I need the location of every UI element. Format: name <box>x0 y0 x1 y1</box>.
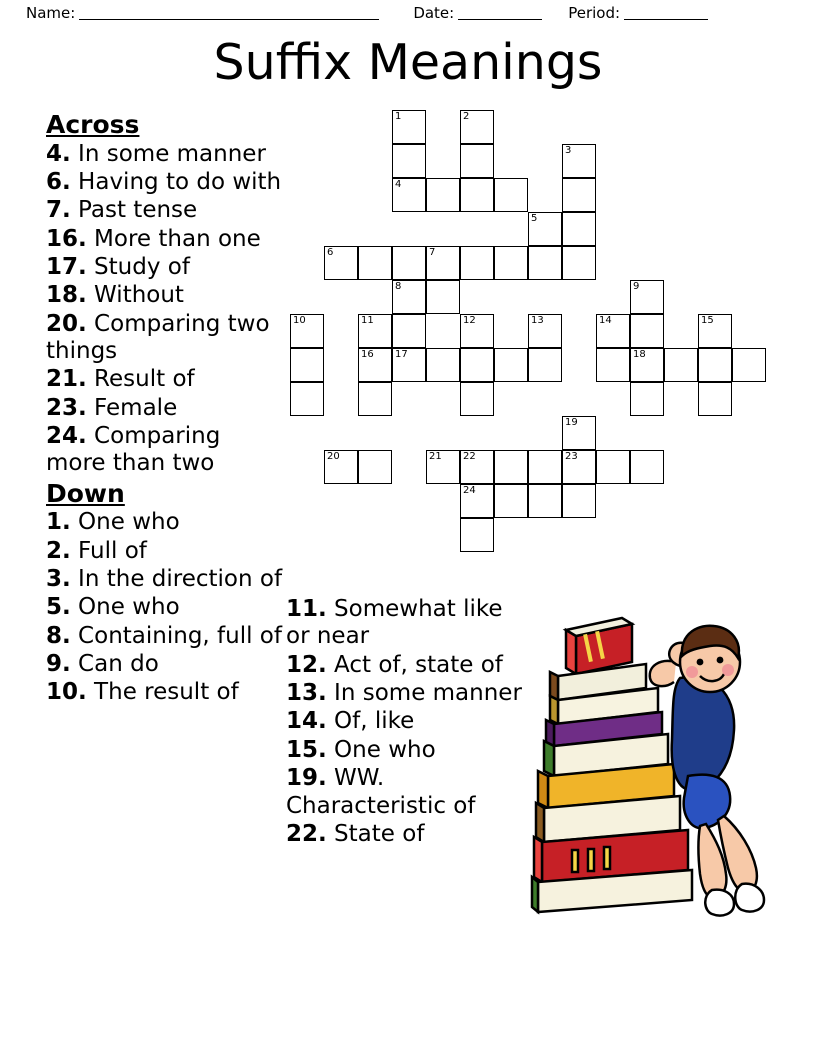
clue-item <box>286 680 526 707</box>
crossword-cell[interactable] <box>664 348 698 382</box>
page-title: Suffix Meanings <box>213 34 603 91</box>
clue-item <box>286 737 526 764</box>
crossword-cell[interactable] <box>460 110 494 144</box>
clue-item <box>46 311 286 366</box>
cell-number: 9 <box>633 281 640 292</box>
crossword-cell[interactable] <box>698 314 732 348</box>
crossword-cell[interactable] <box>290 348 324 382</box>
clue-number: 6. <box>46 168 71 195</box>
clue-text: In some manner <box>326 680 522 707</box>
crossword-cell[interactable] <box>460 178 494 212</box>
clue-item <box>46 282 286 309</box>
cell-number: 6 <box>327 247 334 258</box>
clue-text: Study of <box>86 253 190 280</box>
crossword-cell[interactable] <box>528 484 562 518</box>
clue-item <box>46 197 286 224</box>
crossword-cell[interactable] <box>460 314 494 348</box>
clue-text: Full of <box>70 537 147 564</box>
clue-item <box>46 395 286 422</box>
clue-text: One who <box>70 594 180 621</box>
clue-item <box>46 254 286 281</box>
crossword-cell[interactable] <box>392 314 426 348</box>
period-label: Period: <box>568 4 621 22</box>
crossword-cell[interactable] <box>392 280 426 314</box>
date-label: Date: <box>413 4 455 22</box>
clue-item <box>46 226 286 253</box>
clue-item <box>286 765 526 820</box>
crossword-cell[interactable] <box>596 348 630 382</box>
down-clue-list-part2 <box>286 596 526 848</box>
crossword-cell[interactable] <box>562 144 596 178</box>
clue-number: 5. <box>46 594 71 621</box>
crossword-cell[interactable] <box>358 348 392 382</box>
clue-number: 17. <box>46 253 87 280</box>
clue-item <box>46 509 286 536</box>
clue-text: In some manner <box>70 140 266 167</box>
crossword-cell[interactable] <box>290 382 324 416</box>
crossword-cell[interactable] <box>324 246 358 280</box>
crossword-cell[interactable] <box>392 110 426 144</box>
crossword-cell[interactable] <box>358 450 392 484</box>
cell-number: 2 <box>463 111 470 122</box>
clue-number: 20. <box>46 310 87 337</box>
cell-number: 7 <box>429 247 436 258</box>
crossword-cell[interactable] <box>426 348 460 382</box>
clue-item <box>286 821 526 848</box>
cell-number: 22 <box>463 451 476 462</box>
clue-number: 10. <box>46 679 87 706</box>
crossword-cell[interactable] <box>562 484 596 518</box>
crossword-cell[interactable] <box>460 484 494 518</box>
crossword-cell[interactable] <box>392 348 426 382</box>
crossword-cell[interactable] <box>494 246 528 280</box>
crossword-cell[interactable] <box>460 348 494 382</box>
clue-text: Containing, full of <box>70 622 282 649</box>
clue-number: 11. <box>286 596 327 622</box>
clue-number: 2. <box>46 537 71 564</box>
crossword-cell[interactable] <box>562 450 596 484</box>
cell-number: 19 <box>565 417 578 428</box>
clue-item <box>46 169 286 196</box>
crossword-cell[interactable] <box>698 382 732 416</box>
name-blank-line[interactable] <box>79 7 379 20</box>
crossword-cell[interactable] <box>290 314 324 348</box>
crossword-cell[interactable] <box>358 314 392 348</box>
crossword-cell[interactable] <box>596 314 630 348</box>
cell-number: 14 <box>599 315 612 326</box>
clue-text: One who <box>326 736 436 763</box>
crossword-cell[interactable] <box>528 348 562 382</box>
clue-text: Can do <box>70 651 159 678</box>
clue-item <box>46 623 286 650</box>
cell-number: 24 <box>463 485 476 496</box>
clue-number: 7. <box>46 197 71 224</box>
crossword-cell[interactable] <box>494 484 528 518</box>
clue-text: Without <box>86 282 184 309</box>
clue-number: 15. <box>286 736 327 763</box>
crossword-cell[interactable] <box>392 246 426 280</box>
crossword-cell[interactable] <box>392 178 426 212</box>
clue-text: Somewhat like or near <box>286 596 503 650</box>
crossword-cell[interactable] <box>494 450 528 484</box>
clue-number: 4. <box>46 140 71 167</box>
crossword-cell[interactable] <box>426 280 460 314</box>
cell-number: 5 <box>531 213 538 224</box>
clue-text: More than one <box>86 225 261 252</box>
boy-hugging-stack-of-books-illustration <box>528 600 788 940</box>
clue-text: Comparing two things <box>46 310 270 365</box>
crossword-cell[interactable] <box>358 246 392 280</box>
clue-number: 1. <box>46 509 71 536</box>
clue-text: WW. Characteristic of <box>286 765 476 819</box>
clue-number: 9. <box>46 651 71 678</box>
crossword-cell[interactable] <box>630 382 664 416</box>
clue-number: 13. <box>286 680 327 707</box>
student-info-header <box>0 0 816 26</box>
crossword-cell[interactable] <box>460 518 494 552</box>
clue-item <box>46 594 286 621</box>
crossword-cell[interactable] <box>630 450 664 484</box>
clue-text: Comparing more than two <box>46 423 221 477</box>
clue-number: 23. <box>46 394 87 421</box>
crossword-cell[interactable] <box>630 280 664 314</box>
clue-text: In the direction of <box>70 566 283 593</box>
crossword-cell[interactable] <box>630 314 664 348</box>
cell-number: 15 <box>701 315 714 326</box>
clue-text: Female <box>86 394 178 421</box>
clue-item <box>46 366 286 393</box>
crossword-cell[interactable] <box>494 348 528 382</box>
crossword-cell[interactable] <box>426 246 460 280</box>
clue-number: 22. <box>286 820 327 847</box>
clue-number: 16. <box>46 225 87 252</box>
name-label: Name: <box>26 4 76 22</box>
clue-text: Past tense <box>70 197 198 224</box>
crossword-cell[interactable] <box>562 246 596 280</box>
crossword-cell[interactable] <box>562 178 596 212</box>
crossword-cell[interactable] <box>562 416 596 450</box>
clue-item <box>46 566 286 593</box>
clue-text: The result of <box>86 679 239 706</box>
cell-number: 21 <box>429 451 442 462</box>
across-heading: Across <box>46 110 140 139</box>
cell-number: 18 <box>633 349 646 360</box>
cell-number: 8 <box>395 281 402 292</box>
clue-item <box>46 651 286 678</box>
clue-item <box>46 423 286 478</box>
clue-number: 14. <box>286 708 327 735</box>
period-blank-line[interactable] <box>624 7 708 20</box>
clues-column-left <box>46 110 286 708</box>
clue-number: 8. <box>46 622 71 649</box>
clue-item <box>286 652 526 679</box>
cell-number: 20 <box>327 451 340 462</box>
crossword-cell[interactable] <box>732 348 766 382</box>
clue-text: Having to do with <box>70 168 282 195</box>
crossword-cell[interactable] <box>596 450 630 484</box>
clue-item <box>46 141 286 168</box>
cell-number: 23 <box>565 451 578 462</box>
clue-text: State of <box>326 820 425 847</box>
cell-number: 3 <box>565 145 572 156</box>
clue-number: 24. <box>46 423 87 450</box>
date-blank-line[interactable] <box>458 7 542 20</box>
crossword-cell[interactable] <box>494 178 528 212</box>
cell-number: 11 <box>361 315 374 326</box>
cell-number: 12 <box>463 315 476 326</box>
crossword-cell[interactable] <box>630 348 664 382</box>
clue-number: 21. <box>46 366 87 393</box>
clue-text: Result of <box>86 366 195 393</box>
down-heading: Down <box>46 478 125 508</box>
crossword-cell[interactable] <box>460 144 494 178</box>
crossword-cell[interactable] <box>460 246 494 280</box>
clue-number: 3. <box>46 566 71 593</box>
cell-number: 4 <box>395 179 402 190</box>
crossword-cell[interactable] <box>392 144 426 178</box>
cell-number: 13 <box>531 315 544 326</box>
crossword-cell[interactable] <box>460 382 494 416</box>
clues-column-right <box>286 596 526 849</box>
cell-number: 1 <box>395 111 402 122</box>
crossword-cell[interactable] <box>426 178 460 212</box>
clue-number: 19. <box>286 765 327 792</box>
clue-item <box>46 538 286 565</box>
cell-number: 17 <box>395 349 408 360</box>
down-clue-list-part1 <box>46 509 286 707</box>
crossword-cell[interactable] <box>426 450 460 484</box>
clue-text: Of, like <box>326 708 415 735</box>
clue-number: 12. <box>286 651 327 678</box>
clue-number: 18. <box>46 282 87 309</box>
clue-item <box>286 708 526 735</box>
crossword-cell[interactable] <box>358 382 392 416</box>
clue-text: Act of, state of <box>326 651 503 678</box>
clue-text: One who <box>70 509 180 536</box>
crossword-cell[interactable] <box>324 450 358 484</box>
clue-item <box>46 679 286 706</box>
cell-number: 10 <box>293 315 306 326</box>
across-clue-list <box>46 141 286 478</box>
crossword-cell[interactable] <box>698 348 732 382</box>
crossword-cell[interactable] <box>460 450 494 484</box>
cell-number: 16 <box>361 349 374 360</box>
crossword-cell[interactable] <box>528 314 562 348</box>
crossword-cell[interactable] <box>528 246 562 280</box>
clue-item <box>286 596 526 651</box>
crossword-cell[interactable] <box>528 212 562 246</box>
crossword-cell[interactable] <box>562 212 596 246</box>
crossword-cell[interactable] <box>528 450 562 484</box>
